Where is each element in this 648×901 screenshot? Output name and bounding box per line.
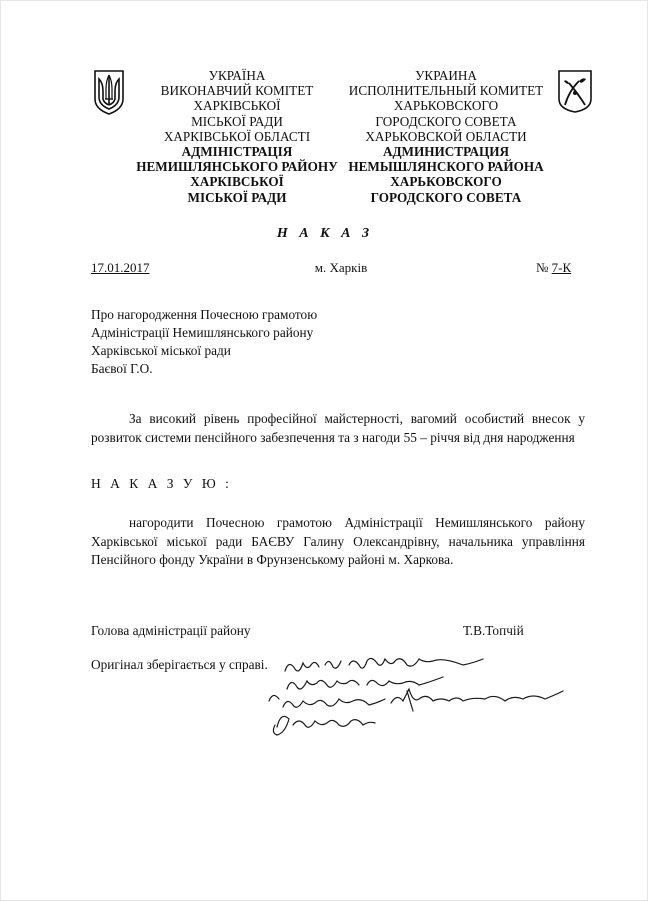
document-subject [91,306,317,378]
right-line: УКРАИНА [415,68,477,83]
header-left-ukrainian [131,68,343,205]
left-line: ХАРКІВСЬКОЇ ОБЛАСТІ [163,128,311,144]
right-line: АДМИНИСТРАЦИЯ [382,144,510,160]
left-line: УКРАЇНА [208,68,266,83]
left-line: АДМІНІСТРАЦІЯ [181,144,293,160]
left-line: МІСЬКОЇ РАДИ [191,113,283,129]
left-line: ВИКОНАВЧИЙ КОМІТЕТ [160,83,314,99]
prescribe-heading: Н А К А З У Ю : [91,476,232,491]
document-date: 17.01.2017 [91,260,150,275]
subject-line: Харківської міської ради [91,343,231,358]
left-line: ХАРКІВСЬКОЇ [190,174,284,190]
document-number [536,260,571,276]
ukraine-trident-icon [93,69,125,115]
right-line: НЕМЫШЛЯНСКОГО РАЙОНА [348,159,544,175]
preamble-paragraph: За високий рівень професійної майстерності, вагомий особистий внесок у розвиток системи пенсійного забезпечення та з нагоди 55 – річчя від дня народження [91,411,585,445]
left-line: НЕМИШЛЯНСЬКОГО РАЙОНУ [136,159,338,175]
number-prefix: № [536,260,552,275]
kharkiv-coat-of-arms-icon [557,69,593,113]
right-line: ХАРЬКОВСКОГО [393,98,499,114]
header-right-russian [341,68,551,205]
right-line: ИСПОЛНИТЕЛЬНЫЙ КОМИТЕТ [348,83,544,99]
left-line: МІСЬКОЇ РАДИ [187,189,287,205]
signature-role: Голова адміністрації району [91,623,251,638]
number-value: 7-К [551,260,572,275]
right-line: ХАРЬКОВСКОЙ ОБЛАСТИ [365,128,527,144]
subject-line: Адміністрації Немишлянського району [91,325,314,340]
signature-name: Т.В.Топчій [463,623,524,638]
subject-line: Про нагородження Почесною грамотою [91,307,318,322]
document-city: м. Харків [314,260,368,275]
right-line: ГОРОДСКОГО СОВЕТА [375,113,517,129]
right-line: ГОРОДСКОГО СОВЕТА [370,189,522,205]
subject-line: Баєвої Г.О. [91,361,153,376]
handwritten-certification [263,641,583,751]
original-note: Оригінал зберігається у справі. [91,657,268,672]
right-line: ХАРЬКОВСКОГО [390,174,502,190]
left-line: ХАРКІВСЬКОЇ [193,98,281,114]
order-paragraph: нагородити Почесною грамотою Адміністрації Немишлянського району Харківської міської ради БАЄВУ Галину Олександрівну, начальника управління Пенсійного фонду України в Фрунзенському районі м. Харкова. [91,515,585,567]
document-title: Н А К А З [276,226,374,241]
